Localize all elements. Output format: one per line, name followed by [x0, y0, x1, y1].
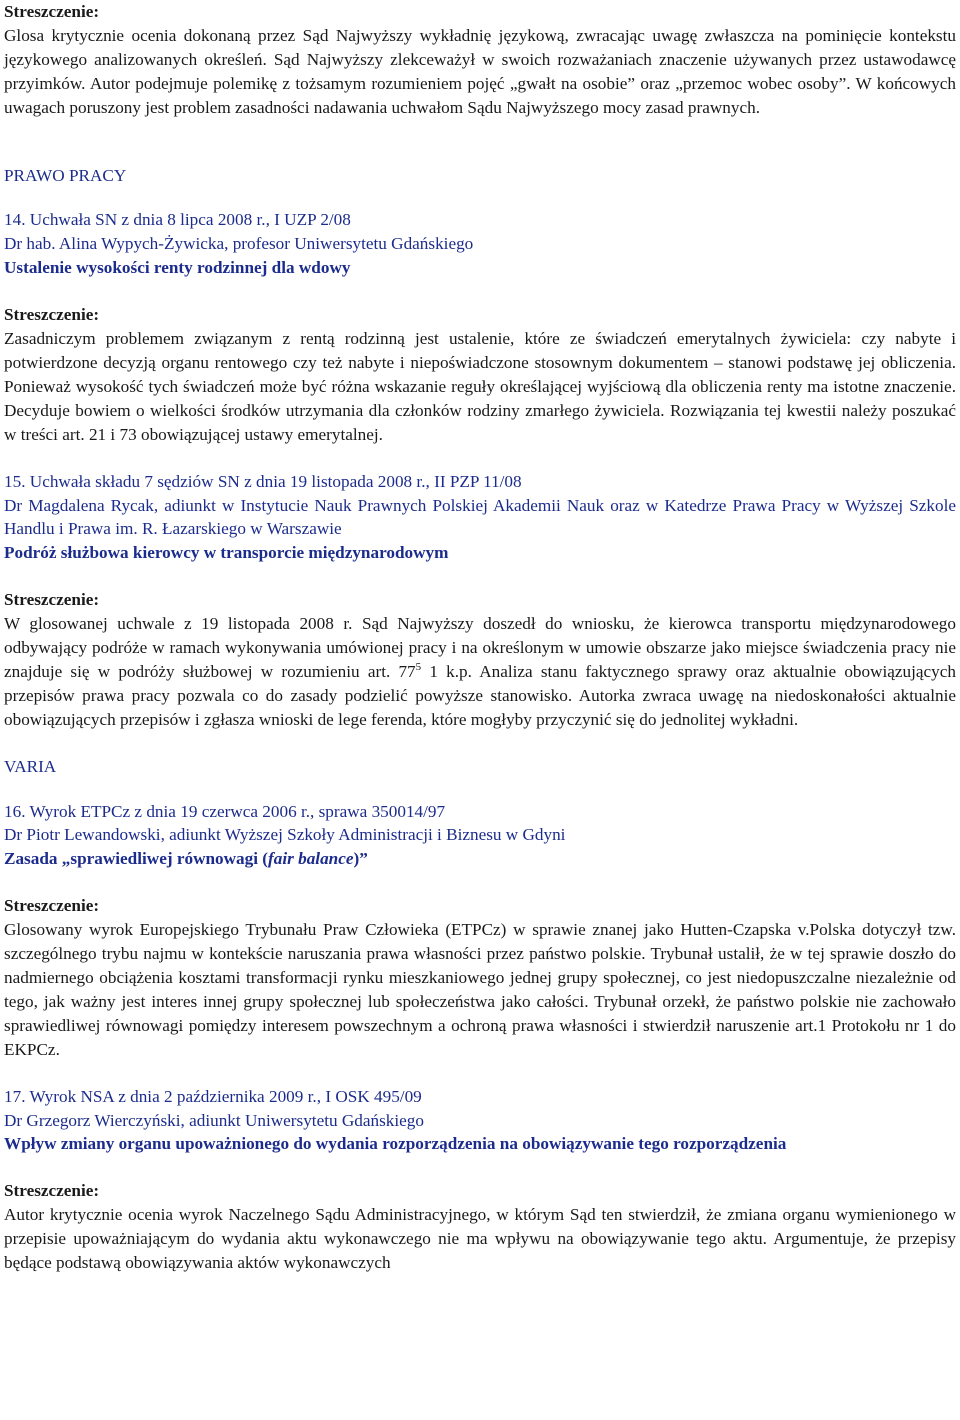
section-heading-prawo-pracy: PRAWO PRACY [4, 165, 127, 185]
intro-summary: Glosa krytycznie ocenia dokonaną przez Sąd Najwyższy wykładnię językową, zwracając uwagę zwłaszcza na pominięcie kontekstu językowego analizowanych określeń. Sąd Najwyższy zlekceważył w swoich rozważaniach znaczenie używanych przez ustawodawcę przyimków. Autor podejmuje polemikę z tożsamym rozumieniem pojęć „gwałt na osobie” oraz „przemoc wobec osoby”. W końcowych uwagach poruszony jest problem zasadności nadawania uchwałom Sądu Najwyższego mocy zasad prawnych. [4, 25, 956, 117]
section-heading-varia: VARIA [4, 756, 57, 776]
entry-16 [4, 800, 956, 1062]
entry-summary: Autor krytycznie ocenia wyrok Naczelnego Sądu Administracyjnego, w którym Sąd ten stwierdził, że zmiana organu wymienionego w przepisie upoważniającym do wydania aktu wykonawczego nie ma wpływu na obowiązywanie tego aktu. Argumentuje, że przepisy będące podstawą obowiązywania aktów wykonawczych [4, 1205, 956, 1273]
summary-label: Streszczenie: [4, 896, 100, 916]
entry-17 [4, 1085, 956, 1275]
title-italic: fair balance [268, 849, 354, 869]
entry-summary [4, 612, 956, 732]
entry-summary: Zasadniczym problemem związanym z rentą rodzinną jest ustalenie, które ze świadczeń emerytalnych żywiciela: czy nabyte i potwierdzone decyzją organu rentowego czy też nabyte i niepoświadczone stosownym dokumentem – stanowi podstawę jej obliczenia. Ponieważ wysokość tych świadczeń może być różna wskazanie reguły określającej wyjściową dla obliczenia renty ma istotne znaczenie. Decyduje bowiem o wielkości środków utrzymania dla członków rodziny zmarłego żywiciela. Rozwiązania tej kwestii należy poszukać w treści art. 21 i 73 obowiązującej ustawy emerytalnej. [4, 329, 956, 444]
summary-label: Streszczenie: [4, 2, 100, 21]
article-superscript: 5 [415, 660, 422, 673]
entry-summary: Glosowany wyrok Europejskiego Trybunału Praw Człowieka (ETPCz) w sprawie znanej jako Hutten-Czapska v.Polska dotyczył tzw. szczególnego trybu najmu w kontekście naruszania prawa własności przez państwo polskie. Trybunał ustalił, że w tej sprawie doszło do nadmiernego obciążenia kosztami transformacji rynku mieszkaniowego jednej grupy społecznej, co jest niedopuszczalne niezależnie od tego, jak ważny jest interes innej grupy społecznej lub społeczeństwa jako całości. Trybunał orzekł, że państwo polskie nie zachowało sprawiedliwej równowagi pomiędzy interesem powszechnym a ochroną prawa własności i stwierdził naruszenie art.1 Protokołu nr 1 do EKPCz. [4, 920, 956, 1059]
summary-label: Streszczenie: [4, 1181, 100, 1201]
entry-heading: 15. Uchwała składu 7 sędziów SN z dnia 19 listopada 2008 r., II PZP 11/08 [4, 471, 522, 491]
entry-author: Dr Grzegorz Wierczyński, adiunkt Uniwersytetu Gdańskiego [4, 1110, 424, 1130]
entry-15 [4, 470, 956, 732]
entry-title: Podróż służbowa kierowcy w transporcie międzynarodowym [4, 543, 449, 563]
entry-title [4, 847, 956, 871]
entry-14 [4, 208, 956, 446]
entry-heading: 16. Wyrok ETPCz z dnia 19 czerwca 2006 r., sprawa 350014/97 [4, 801, 446, 821]
summary-text-part1: W glosowanej uchwale z 19 listopada 2008 r. Sąd Najwyższy doszedł do wniosku, że kierowca transportu międzynarodowego odbywający podróże w ramach wykonywania umówionej pracy i na określonym w umowie obszarze jako miejsce świadczenia pracy nie znajduje się w podróży służbowej w rozumieniu art. 77 [4, 614, 956, 681]
entry-author: Dr Magdalena Rycak, adiunkt w Instytucie Nauk Prawnych Polskiej Akademii Nauk oraz w Katedrze Prawa Pracy w Wyższej Szkole Handlu i Prawa im. R. Łazarskiego w Warszawie [4, 495, 956, 539]
title-part2: )” [353, 849, 368, 869]
summary-text-part2: 1 k.p. Analiza stanu faktycznego sprawy oraz aktualnie obowiązujących przepisów prawa pracy pozwala co do zasady podzielić powyższe stanowisko. Autorka zwraca uwagę na niedoskonałości aktualnie obowiązujących przepisów i zgłasza wnioski de lege ferenda, które mogłyby przyczynić się do jednolitej wykładni. [4, 661, 956, 729]
title-part1: Zasada „sprawiedliwej równowagi ( [4, 849, 269, 869]
entry-author: Dr hab. Alina Wypych-Żywicka, profesor Uniwersytetu Gdańskiego [4, 234, 474, 254]
summary-label: Streszczenie: [4, 305, 100, 325]
entry-heading: 14. Uchwała SN z dnia 8 lipca 2008 r., I UZP 2/08 [4, 210, 351, 230]
entry-author: Dr Piotr Lewandowski, adiunkt Wyższej Szkoły Administracji i Biznesu w Gdyni [4, 825, 566, 845]
entry-title: Ustalenie wysokości renty rodzinnej dla wdowy [4, 258, 351, 278]
summary-label: Streszczenie: [4, 590, 100, 610]
entry-heading: 17. Wyrok NSA z dnia 2 października 2009 r., I OSK 495/09 [4, 1086, 422, 1106]
entry-title: Wpływ zmiany organu upoważnionego do wydania rozporządzenia na obowiązywanie tego rozporządzenia [4, 1134, 787, 1154]
